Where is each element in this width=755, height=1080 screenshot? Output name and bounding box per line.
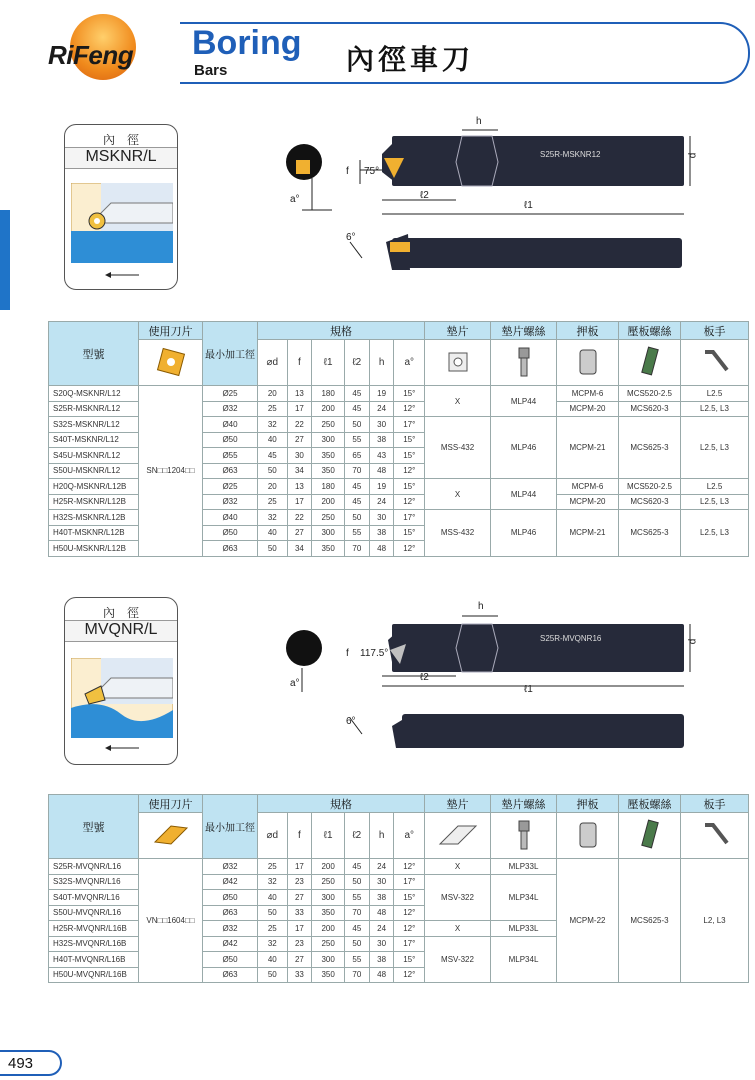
table-row: S40T-MSKNR/L12 (49, 432, 139, 448)
cell: 34 (287, 541, 312, 557)
cell: 27 (287, 890, 312, 906)
clamp-icon (557, 340, 619, 386)
col-model: 型號 (49, 795, 139, 859)
table-row: H40T-MSKNR/L12B (49, 525, 139, 541)
cell: 25 (258, 401, 288, 417)
cell: 45 (344, 859, 369, 875)
col-shim: 墊片 (425, 795, 491, 813)
cell: 25 (258, 494, 288, 510)
col-insert: 使用刀片 (139, 795, 203, 813)
dim-d: d (687, 152, 699, 159)
cell: L2.5, L3 (681, 510, 749, 557)
table-row: S25R-MVQNR/L16 (49, 859, 139, 875)
cell: MSS-432 (425, 417, 491, 479)
insert-code: SN□□1204□□ (139, 386, 203, 557)
cell: 27 (287, 525, 312, 541)
cell: MCPM-22 (557, 859, 619, 983)
cell: MCPM-6 (557, 479, 619, 495)
dim-l1: ℓ1 (524, 200, 533, 211)
table-row: H32S-MSKNR/L12B (49, 510, 139, 526)
cell: 22 (287, 510, 312, 526)
cell: 19 (369, 479, 394, 495)
cell: 17° (394, 510, 425, 526)
page-title-en: Boring (192, 24, 302, 62)
cell: 34 (287, 463, 312, 479)
cell: 50 (258, 905, 288, 921)
cell: 45 (344, 494, 369, 510)
sub-l1: ℓ1 (312, 340, 345, 386)
clamp-screw-icon (619, 340, 681, 386)
cell: MCPM-20 (557, 494, 619, 510)
cell: 40 (258, 952, 288, 968)
cell: Ø63 (203, 905, 258, 921)
clamp-icon (557, 813, 619, 859)
cell: 12° (394, 921, 425, 937)
clamp-screw-icon (619, 813, 681, 859)
cell: 50 (344, 510, 369, 526)
cell: MSV-322 (425, 874, 491, 921)
col-wrench: 板手 (681, 322, 749, 340)
col-spec: 規格 (258, 322, 425, 340)
cell: 38 (369, 890, 394, 906)
cell: 200 (312, 859, 345, 875)
cell: 350 (312, 448, 345, 464)
cell: L2.5 (681, 479, 749, 495)
cell: 45 (344, 401, 369, 417)
cell: MLP46 (491, 510, 557, 557)
cell: 17 (287, 401, 312, 417)
shim-screw-icon (491, 813, 557, 859)
card-model: MSKNR/L (65, 147, 177, 169)
cell: Ø50 (203, 890, 258, 906)
card-model: MVQNR/L (65, 620, 177, 642)
cell: 22 (287, 417, 312, 433)
page-title-zh: 內徑車刀 (346, 43, 475, 76)
sub-h: h (369, 340, 394, 386)
product-card-mvqnr (64, 597, 178, 765)
dim-h: h (476, 116, 482, 127)
cell: Ø40 (203, 510, 258, 526)
col-min-bore: 最小加工徑 (203, 322, 258, 386)
cell: 45 (344, 479, 369, 495)
cell: 50 (344, 874, 369, 890)
cell: 20 (258, 479, 288, 495)
cell: 30 (369, 874, 394, 890)
boring-illustration (71, 658, 173, 738)
col-wrench: 板手 (681, 795, 749, 813)
cell: 55 (344, 952, 369, 968)
cell: 200 (312, 494, 345, 510)
cell: MCPM-6 (557, 386, 619, 402)
cell: X (425, 386, 491, 417)
cell: 32 (258, 417, 288, 433)
cell: 17° (394, 417, 425, 433)
cell: MCS620-3 (619, 401, 681, 417)
cell: 19 (369, 386, 394, 402)
col-min-bore: 最小加工徑 (203, 795, 258, 859)
table-row: H25R-MVQNR/L16B (49, 921, 139, 937)
cell: 48 (369, 967, 394, 983)
cell: 350 (312, 905, 345, 921)
cell: Ø55 (203, 448, 258, 464)
cell: MLP33L (491, 921, 557, 937)
cell: 15° (394, 952, 425, 968)
cell: 55 (344, 432, 369, 448)
cell: MCS520-2.5 (619, 386, 681, 402)
cell: 24 (369, 859, 394, 875)
cell: 50 (258, 541, 288, 557)
dim-l1: ℓ1 (524, 684, 533, 695)
insert-icon (139, 340, 203, 386)
table-row: S40T-MVQNR/L16 (49, 890, 139, 906)
cell: 15° (394, 386, 425, 402)
cell: 13 (287, 479, 312, 495)
cell: 48 (369, 463, 394, 479)
table-row: H40T-MVQNR/L16B (49, 952, 139, 968)
cell: Ø50 (203, 952, 258, 968)
table-row: S32S-MSKNR/L12 (49, 417, 139, 433)
col-model: 型號 (49, 322, 139, 386)
shim-icon (425, 813, 491, 859)
cell: 20 (258, 386, 288, 402)
cell: 200 (312, 401, 345, 417)
cell: 48 (369, 541, 394, 557)
cell: 32 (258, 874, 288, 890)
cell: 15° (394, 432, 425, 448)
table-row: S50U-MVQNR/L16 (49, 905, 139, 921)
cell: 15° (394, 890, 425, 906)
cell: 32 (258, 510, 288, 526)
cell: 12° (394, 967, 425, 983)
cell: Ø32 (203, 921, 258, 937)
cell: MCS625-3 (619, 859, 681, 983)
cell: 15° (394, 448, 425, 464)
col-spec: 規格 (258, 795, 425, 813)
cell: 30 (369, 936, 394, 952)
cell: MLP44 (491, 479, 557, 510)
cell: 27 (287, 952, 312, 968)
cell: MCS625-3 (619, 417, 681, 479)
cell: 50 (344, 936, 369, 952)
cell: 12° (394, 859, 425, 875)
bar-engraving: S25R-MSKNR12 (540, 150, 601, 159)
cell: 38 (369, 952, 394, 968)
cell: Ø32 (203, 494, 258, 510)
cell: Ø63 (203, 541, 258, 557)
cell: L2.5, L3 (681, 417, 749, 479)
insert-icon (139, 813, 203, 859)
col-clamp: 押板 (557, 795, 619, 813)
dim-rake: 6° (346, 716, 356, 727)
feed-direction-arrow (105, 744, 139, 752)
cell: 30 (287, 448, 312, 464)
cell: 12° (394, 463, 425, 479)
cell: Ø42 (203, 874, 258, 890)
table-row: S50U-MSKNR/L12 (49, 463, 139, 479)
sub-a: a° (394, 813, 425, 859)
cell: 12° (394, 401, 425, 417)
cell: 350 (312, 967, 345, 983)
cell: 180 (312, 386, 345, 402)
cell: 250 (312, 510, 345, 526)
cell: 17 (287, 494, 312, 510)
cell: 250 (312, 936, 345, 952)
sub-a: a° (394, 340, 425, 386)
col-shim-screw: 墊片螺絲 (491, 795, 557, 813)
cell: MLP34L (491, 936, 557, 983)
cell: 25 (258, 921, 288, 937)
cell: 180 (312, 479, 345, 495)
cell: 250 (312, 874, 345, 890)
cell: 300 (312, 952, 345, 968)
cell: 55 (344, 525, 369, 541)
cell: Ø63 (203, 967, 258, 983)
spec-table-msknr (48, 321, 749, 557)
dim-l2: ℓ2 (420, 190, 429, 201)
table-row: H50U-MVQNR/L16B (49, 967, 139, 983)
cell: MSV-322 (425, 936, 491, 983)
dim-a: a° (290, 678, 300, 689)
cell: L2.5, L3 (681, 401, 749, 417)
card-label: 內 徑 (102, 133, 139, 147)
cell: 40 (258, 525, 288, 541)
cell: 50 (258, 967, 288, 983)
sub-l2: ℓ2 (344, 813, 369, 859)
cell: 24 (369, 921, 394, 937)
side-tab-marker (0, 210, 10, 310)
table-row: S32S-MVQNR/L16 (49, 874, 139, 890)
cell: Ø42 (203, 936, 258, 952)
cell: 38 (369, 525, 394, 541)
cell: 23 (287, 936, 312, 952)
cell: 17° (394, 874, 425, 890)
col-shim-screw: 墊片螺絲 (491, 322, 557, 340)
shim-icon (425, 340, 491, 386)
sub-h: h (369, 813, 394, 859)
col-shim: 墊片 (425, 322, 491, 340)
cell: 38 (369, 432, 394, 448)
cell: 13 (287, 386, 312, 402)
brand-logo: RiFeng (48, 40, 134, 70)
cell: 12° (394, 494, 425, 510)
page-number: 493 (0, 1050, 62, 1076)
cell: 17 (287, 859, 312, 875)
cell: MCPM-21 (557, 417, 619, 479)
sub-f: f (287, 813, 312, 859)
shim-screw-icon (491, 340, 557, 386)
cell: MLP44 (491, 386, 557, 417)
cell: 50 (258, 463, 288, 479)
cell: 12° (394, 541, 425, 557)
cell: 15° (394, 479, 425, 495)
cell: 65 (344, 448, 369, 464)
bar-drawing-mvqnr (282, 600, 702, 760)
cell: 70 (344, 905, 369, 921)
cell: L2, L3 (681, 859, 749, 983)
cell: 350 (312, 541, 345, 557)
cell: Ø25 (203, 479, 258, 495)
cell: 23 (287, 874, 312, 890)
cell: L2.5, L3 (681, 494, 749, 510)
page-subtitle-en: Bars (194, 62, 228, 79)
sub-l1: ℓ1 (312, 813, 345, 859)
cell: MCS520-2.5 (619, 479, 681, 495)
cell: X (425, 921, 491, 937)
cell: Ø50 (203, 525, 258, 541)
cell: Ø25 (203, 386, 258, 402)
cell: 350 (312, 463, 345, 479)
cell: 50 (344, 417, 369, 433)
wrench-icon (681, 813, 749, 859)
cell: MCPM-20 (557, 401, 619, 417)
dim-rake: 6° (346, 232, 356, 243)
cell: 300 (312, 890, 345, 906)
dim-l2: ℓ2 (420, 672, 429, 683)
sub-l2: ℓ2 (344, 340, 369, 386)
cell: 48 (369, 905, 394, 921)
cell: 55 (344, 890, 369, 906)
cell: Ø32 (203, 859, 258, 875)
dim-f: f (346, 648, 349, 659)
cell: 250 (312, 417, 345, 433)
cell: MLP46 (491, 417, 557, 479)
cell: 300 (312, 432, 345, 448)
cell: 70 (344, 463, 369, 479)
cell: 24 (369, 494, 394, 510)
cell: 45 (344, 921, 369, 937)
cell: 17° (394, 936, 425, 952)
cell: MLP34L (491, 874, 557, 921)
cell: Ø40 (203, 417, 258, 433)
cell: 43 (369, 448, 394, 464)
cell: 30 (369, 417, 394, 433)
table-row: H50U-MSKNR/L12B (49, 541, 139, 557)
table-row: H32S-MVQNR/L16B (49, 936, 139, 952)
cell: MCPM-21 (557, 510, 619, 557)
cell: X (425, 479, 491, 510)
col-clamp: 押板 (557, 322, 619, 340)
cell: 32 (258, 936, 288, 952)
cell: 40 (258, 890, 288, 906)
product-card-msknr (64, 124, 178, 290)
dim-f: f (346, 166, 349, 177)
cell: MSS-432 (425, 510, 491, 557)
cell: 300 (312, 525, 345, 541)
table-row: H20Q-MSKNR/L12B (49, 479, 139, 495)
col-clamp-screw: 壓板螺絲 (619, 795, 681, 813)
cell: 33 (287, 905, 312, 921)
dim-angle: 75° (364, 166, 380, 177)
cell: 24 (369, 401, 394, 417)
cell: MCS620-3 (619, 494, 681, 510)
cell: MLP33L (491, 859, 557, 875)
cell: 12° (394, 905, 425, 921)
table-row: S45U-MSKNR/L12 (49, 448, 139, 464)
cell: 25 (258, 859, 288, 875)
cell: L2.5 (681, 386, 749, 402)
cell: 15° (394, 525, 425, 541)
sub-d: ⌀d (258, 340, 288, 386)
dim-a: a° (290, 194, 300, 205)
cell: 40 (258, 432, 288, 448)
cell: 200 (312, 921, 345, 937)
cell: 45 (344, 386, 369, 402)
cell: MCS625-3 (619, 510, 681, 557)
cell: 45 (258, 448, 288, 464)
cell: 30 (369, 510, 394, 526)
cell: X (425, 859, 491, 875)
spec-table-mvqnr (48, 794, 749, 983)
cell: 17 (287, 921, 312, 937)
table-row: S25R-MSKNR/L12 (49, 401, 139, 417)
col-insert: 使用刀片 (139, 322, 203, 340)
cell: 27 (287, 432, 312, 448)
insert-code: VN□□1604□□ (139, 859, 203, 983)
card-label: 內 徑 (102, 606, 139, 620)
sub-f: f (287, 340, 312, 386)
cell: Ø63 (203, 463, 258, 479)
bar-drawing-msknr (282, 114, 702, 284)
dim-angle: 117.5° (360, 648, 389, 659)
cell: Ø50 (203, 432, 258, 448)
bar-engraving: S25R-MVQNR16 (540, 634, 602, 643)
col-clamp-screw: 壓板螺絲 (619, 322, 681, 340)
cell: Ø32 (203, 401, 258, 417)
boring-illustration (71, 183, 173, 263)
cell: 70 (344, 967, 369, 983)
dim-h: h (478, 601, 484, 612)
sub-d: ⌀d (258, 813, 288, 859)
cell: 33 (287, 967, 312, 983)
feed-direction-arrow (105, 271, 139, 279)
table-row: S20Q-MSKNR/L12 (49, 386, 139, 402)
wrench-icon (681, 340, 749, 386)
cell: 70 (344, 541, 369, 557)
dim-d: d (687, 638, 699, 645)
table-row: H25R-MSKNR/L12B (49, 494, 139, 510)
